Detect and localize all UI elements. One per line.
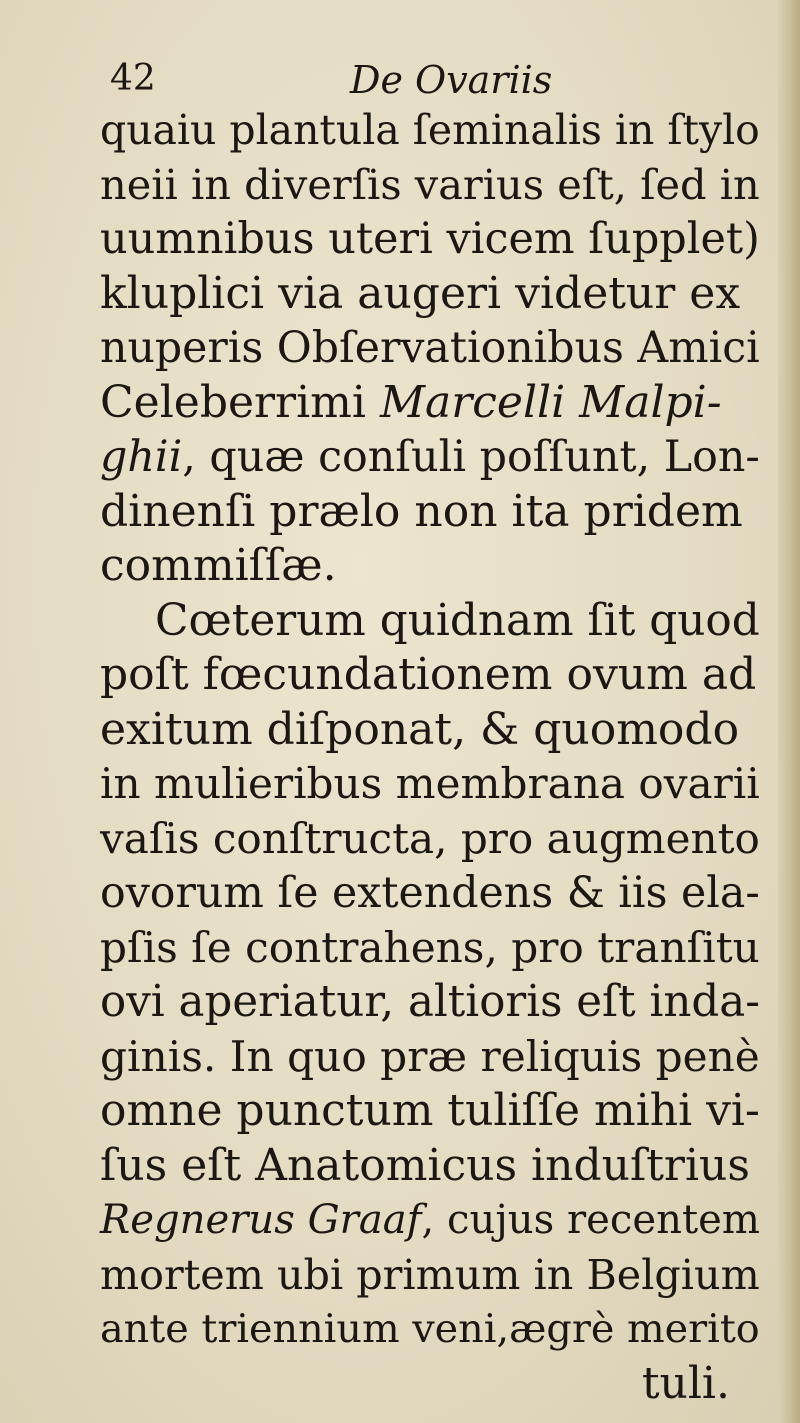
text-segment: kluplici via augeri videtur ex [100, 267, 741, 319]
text-line [100, 485, 760, 540]
text-line [100, 703, 760, 758]
text-line [100, 1030, 760, 1085]
text-segment: quaiu plantula ſeminalis in ſtylo [100, 106, 760, 154]
text-segment: uumnibus uteri vicem ſupplet) [100, 214, 760, 264]
text-segment: ginis. In quo præ reliquis penè [100, 1031, 760, 1081]
text-line [100, 1248, 760, 1303]
text-line [100, 376, 760, 431]
text-line [100, 321, 760, 376]
italic-text: ghii [100, 432, 183, 482]
running-head: De Ovariis [350, 58, 553, 102]
text-line [100, 594, 760, 649]
page-edge [778, 0, 800, 1423]
text-line [100, 757, 760, 812]
text-segment: ſus eſt Anatomicus induſtrius [100, 1139, 750, 1191]
text-line [100, 1084, 760, 1139]
text-segment: in mulieribus membrana ovarii [100, 759, 760, 808]
italic-text: Regnerus Graaf [100, 1197, 422, 1243]
page-header [110, 58, 710, 108]
text-segment: Cœterum quidnam ſit quod [155, 594, 760, 646]
text-line [100, 1302, 760, 1357]
text-segment: ovi aperiatur, altioris eſt inda- [100, 977, 760, 1027]
text-segment: ovorum ſe extendens & iis ela- [100, 868, 760, 918]
text-line [100, 1193, 760, 1248]
text-line [100, 1357, 760, 1412]
text-line [100, 812, 760, 867]
text-line [100, 1139, 760, 1194]
text-line [100, 648, 760, 703]
text-segment: vaſis conſtructa, pro augmento [100, 813, 760, 863]
text-line [100, 158, 760, 213]
text-line [100, 539, 760, 594]
text-segment: pſis ſe contrahens, pro tranſitu [100, 922, 760, 972]
text-line [100, 267, 760, 322]
body-text [100, 103, 760, 1411]
text-line [100, 921, 760, 976]
text-segment: tuli. [641, 1357, 730, 1409]
text-segment: ante triennium veni,ægrè merito [100, 1306, 760, 1352]
text-segment: , cujus recentem [421, 1197, 760, 1243]
text-segment: exitum diſponat, & quomodo [100, 703, 740, 755]
text-line [100, 975, 760, 1030]
text-line [100, 866, 760, 921]
text-line [100, 103, 760, 158]
page-number: 42 [110, 58, 156, 99]
text-segment: Celeberrimi [100, 376, 380, 428]
text-segment: neii in diverſis varius eſt, ſed in [100, 159, 760, 209]
text-line [100, 212, 760, 267]
text-segment: commiſſæ. [100, 540, 337, 591]
text-segment: dinenſi prælo non ita pridem [100, 485, 743, 537]
text-segment: mortem ubi primum in Belgium [100, 1250, 760, 1299]
text-line [100, 430, 760, 485]
text-segment: , quæ conſuli poſſunt, Lon- [182, 432, 760, 482]
italic-text: Marcelli Malpi- [379, 376, 722, 428]
text-segment: nuperis Obſervationibus Amici [100, 323, 760, 373]
text-segment: omne punctum tuliſſe mihi vi- [100, 1085, 760, 1136]
text-segment: poſt fœcundationem ovum ad [100, 649, 757, 700]
